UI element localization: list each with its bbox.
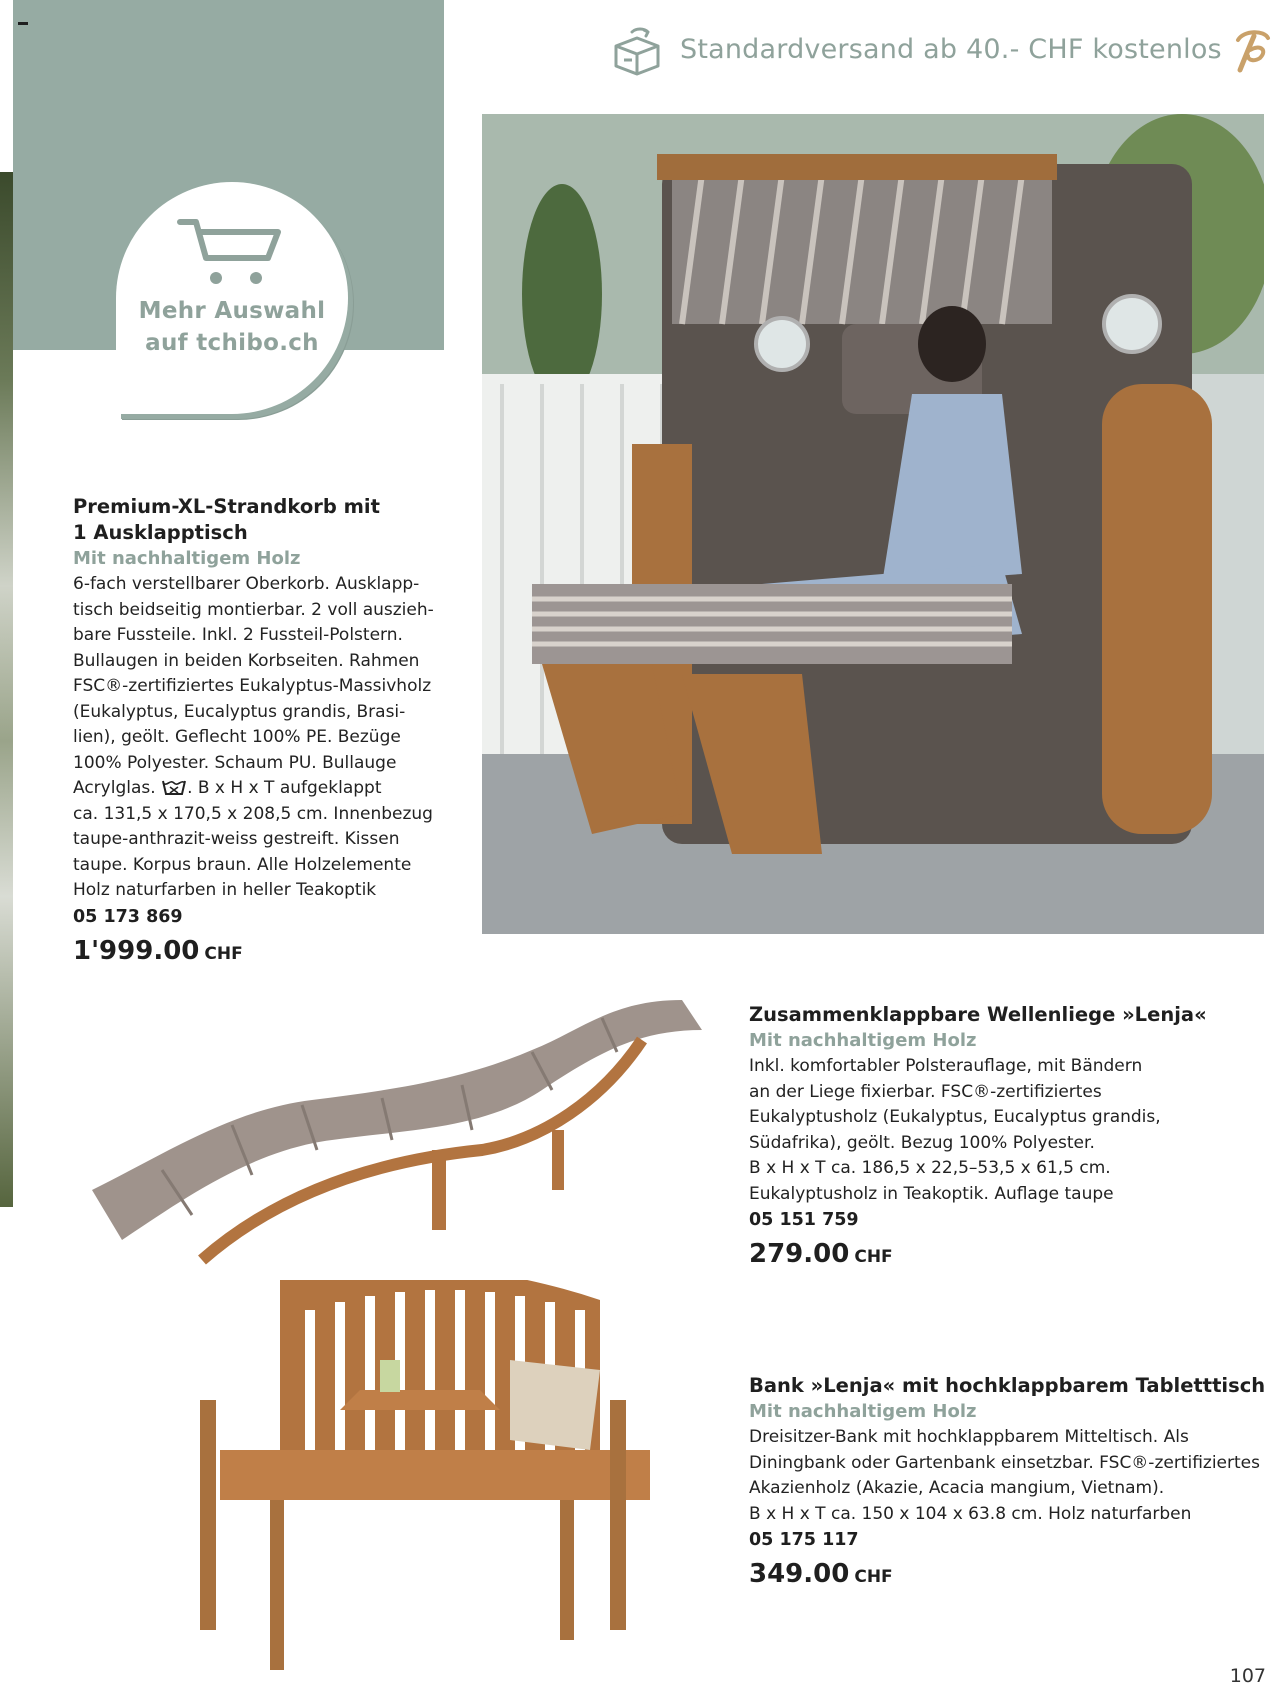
tchibo-logo-icon [1230, 26, 1274, 76]
description-line: Eukalyptusholz in Teakoptik. Auflage taupe [749, 1183, 1114, 1204]
adjacent-page-photo-edge [0, 172, 13, 1207]
price-value: 1'999.00 [73, 935, 200, 966]
product-description [749, 1054, 1259, 1207]
article-number: 05 175 117 [749, 1530, 859, 1550]
product-title-line: 1 Ausklapptisch [73, 521, 248, 544]
product-image-wellenliege [82, 990, 712, 1290]
shopping-cart-icon [176, 218, 286, 288]
article-number: 05 173 869 [73, 906, 183, 927]
price-currency: CHF [204, 943, 243, 964]
description-line: Holz naturfarben in heller Teakoptik [73, 880, 377, 900]
page-number: 107 [1229, 1665, 1266, 1687]
product-strandkorb-info [73, 494, 453, 966]
product-subtitle: Mit nachhaltigem Holz [749, 1401, 977, 1422]
promo-text-line2: auf tchibo.ch [145, 330, 319, 356]
article-number: 05 151 759 [749, 1210, 859, 1230]
product-title-line: Premium-XL-Strandkorb mit [73, 495, 380, 518]
product-image-bank [180, 1280, 670, 1670]
description-line: Südafrika), geölt. Bezug 100% Polyester. [749, 1132, 1095, 1153]
description-line: B x H x T ca. 150 x 104 x 63.8 cm. Holz naturfarben [749, 1503, 1192, 1524]
description-line: 100% Polyester. Schaum PU. Bullauge [73, 752, 397, 773]
promo-text-line1: Mehr Auswahl [138, 298, 326, 324]
description-line: lien), geölt. Geflecht 100% PE. Bezüge [73, 727, 401, 747]
description-line: Diningbank oder Gartenbank einsetzbar. FSC®-zertifiziertes [749, 1452, 1260, 1473]
description-line: Eukalyptusholz (Eukalyptus, Eucalyptus grandis, [749, 1107, 1161, 1127]
description-line [73, 776, 453, 802]
price-value: 349.00 [749, 1559, 850, 1589]
product-description [73, 572, 453, 904]
product-wellenliege-info [749, 1002, 1259, 1269]
flag-icon [18, 22, 28, 25]
product-price [73, 936, 453, 966]
description-text: Acrylglas. [73, 778, 156, 798]
promo-badge-tchibo-link[interactable] [116, 182, 348, 414]
product-bank-info [749, 1373, 1269, 1589]
product-title: Bank »Lenja« mit hochklappbarem Tabletttisch [749, 1374, 1266, 1397]
product-price [749, 1239, 1259, 1269]
product-image-strandkorb [482, 114, 1264, 934]
description-line: FSC®-zertifiziertes Eukalyptus-Massivholz [73, 676, 432, 696]
product-title: Zusammenklappbare Wellenliege »Lenja« [749, 1003, 1207, 1026]
description-line: bare Fussteile. Inkl. 2 Fussteil-Polstern. [73, 625, 403, 645]
description-line: B x H x T ca. 186,5 x 22,5–53,5 x 61,5 cm. [749, 1158, 1111, 1178]
product-subtitle: Mit nachhaltigem Holz [73, 548, 301, 569]
description-line: 6-fach verstellbarer Oberkorb. Ausklapp- [73, 574, 420, 594]
description-line: Akazienholz (Akazie, Acacia mangium, Vietnam). [749, 1478, 1165, 1498]
shipping-text: Standardversand ab 40.- CHF kostenlos [680, 34, 1222, 65]
wash-care-icon [161, 778, 187, 796]
product-price [749, 1559, 1269, 1589]
description-text: . B x H x T aufgeklappt [187, 778, 382, 798]
product-subtitle: Mit nachhaltigem Holz [749, 1030, 977, 1051]
description-line: (Eukalyptus, Eucalyptus grandis, Brasi- [73, 701, 406, 722]
description-line: Bullaugen in beiden Korbseiten. Rahmen [73, 650, 420, 671]
price-value: 279.00 [749, 1239, 850, 1269]
shipping-box-icon [610, 26, 664, 80]
shipping-info [610, 26, 1270, 80]
description-line: taupe-anthrazit-weiss gestreift. Kissen [73, 829, 400, 849]
price-currency: CHF [854, 1247, 893, 1267]
description-line: ca. 131,5 x 170,5 x 208,5 cm. Innenbezug [73, 803, 433, 824]
description-line: Inkl. komfortabler Polsterauflage, mit Bändern [749, 1056, 1143, 1076]
description-line: taupe. Korpus braun. Alle Holzelemente [73, 854, 412, 875]
description-line: an der Liege fixierbar. FSC®-zertifiziertes [749, 1081, 1102, 1102]
product-description [749, 1425, 1269, 1527]
price-currency: CHF [854, 1567, 893, 1587]
description-line: Dreisitzer-Bank mit hochklappbarem Mitteltisch. Als [749, 1427, 1189, 1447]
description-line: tisch beidseitig montierbar. 2 voll auszieh- [73, 599, 434, 620]
